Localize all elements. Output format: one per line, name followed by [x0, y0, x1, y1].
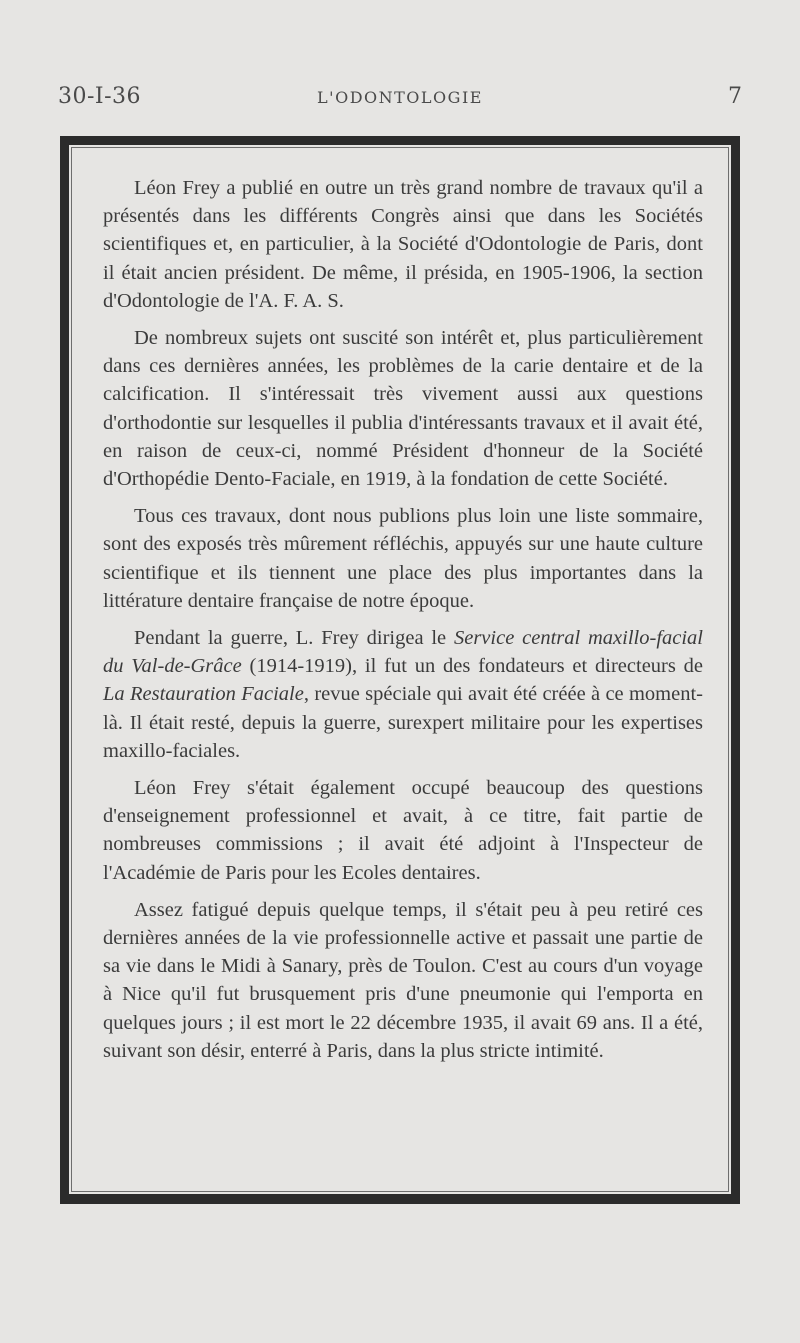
paragraph-1: Léon Frey a publié en outre un très grand nombre de travaux qu'il a présentés dans les différents Congrès ainsi que dans les Sociétés scientifiques et, en particulier, à la Société d'Odontologie de Paris, dont il était ancien président. De même, il présida, en 1905-1906, la section d'Odontologie de l'A. F. A. S. [103, 177, 703, 312]
service-name-italic: Service central maxillo-facial du Val-de-Grâce [103, 627, 704, 678]
paragraph-6: Assez fatigué depuis quelque temps, il s'était peu à peu retiré ces dernières années de la vie professionnelle active et passait une partie de sa vie dans le Midi à Sanary, près de Toulon. C'est au cours d'un voyage à Nice qu'il fut brusquement pris d'une pneumonie qui l'emporta en quelques jours ; il est mort le 22 décembre 1935, il avait 69 ans. Il a été, suivant son désir, enterré à Paris, dans la plus stricte intimité. [103, 898, 703, 1062]
paragraph-5: Léon Frey s'était également occupé beaucoup des questions d'enseignement professionnel et avait, à ce titre, fait partie de nombreuses commissions ; il avait été adjoint à l'Inspecteur de l'Académie de Paris pour les Ecoles dentaires. [103, 777, 703, 884]
page-number: 7 [728, 84, 742, 109]
article-body [103, 174, 703, 1065]
paragraph-4 [103, 624, 703, 765]
paragraph-4-text-e: , revue spéciale qui avait été créée à ce moment-là. Il était resté, depuis la guerre, surexpert militaire pour les expertises maxillo-faciales. [103, 683, 703, 762]
paragraph-2: De nombreux sujets ont suscité son intérêt et, plus particulièrement dans ces dernières années, les problèmes de la carie dentaire et de la calcification. Il s'intéressait très vivement aussi aux questions d'orthodontie sur lesquelles il publia d'intéressants travaux et il avait été, en raison de ceux-ci, nommé Président d'honneur de la Société d'Orthopédie Dento-Faciale, en 1919, à la fondation de cette Société. [103, 327, 703, 491]
issue-date: 30-I-36 [58, 84, 142, 109]
paragraph-4-text-c: (1914-1919), il fut un des fondateurs et directeurs de [241, 655, 703, 678]
journal-name-italic: La Restauration Faciale [103, 683, 304, 706]
journal-title: L'ODONTOLOGIE [317, 88, 483, 107]
page-header [0, 0, 800, 120]
paragraph-3: Tous ces travaux, dont nous publions plus loin une liste sommaire, sont des exposés très mûrement réfléchis, appuyés sur une haute culture scientifique et ils tiennent une place des plus importantes dans la littérature dentaire française de notre époque. [103, 505, 703, 612]
paragraph-4-text-a: Pendant la guerre, L. Frey dirigea le [134, 627, 454, 650]
